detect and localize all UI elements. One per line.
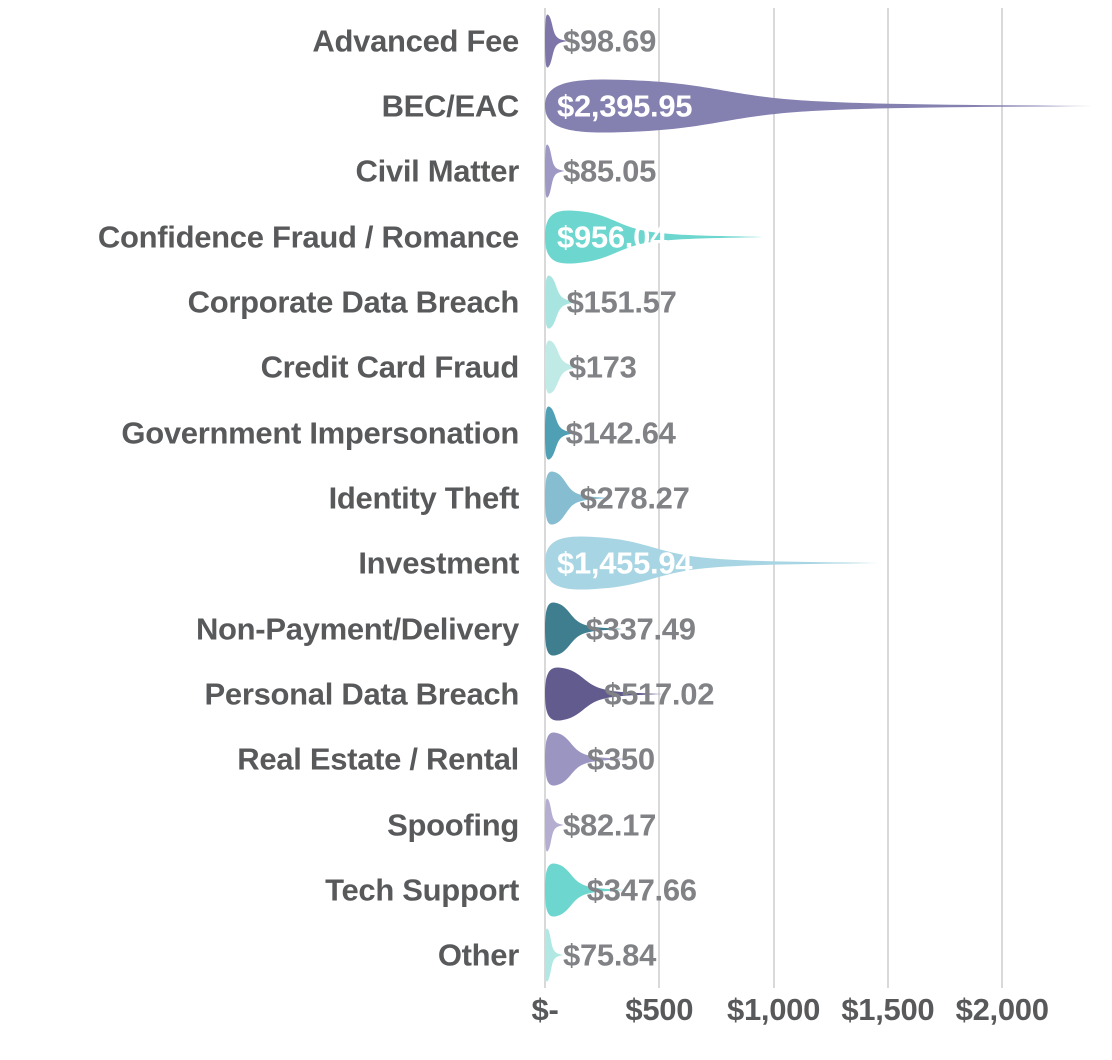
bar-lobe [545, 925, 563, 985]
x-tick-label: $500 [625, 992, 694, 1027]
chart-row [121, 400, 1105, 465]
category-label: Tech Support [325, 872, 519, 908]
chart-row [195, 596, 1105, 661]
value-label: $2,395.95 [557, 88, 693, 124]
plot-area [97, 8, 1105, 988]
chart-row [325, 857, 1105, 922]
value-label: $347.66 [586, 872, 697, 908]
chart-row [97, 204, 1105, 269]
chart-row [381, 73, 1105, 138]
category-label: Identity Theft [328, 480, 519, 516]
chart-row [358, 531, 1105, 596]
category-label: Confidence Fraud / Romance [97, 219, 519, 255]
value-label: $956.04 [557, 219, 667, 255]
value-label: $278.27 [579, 480, 690, 516]
value-label: $85.05 [563, 153, 657, 189]
value-label: $350 [587, 741, 655, 777]
x-tick-label: $1,500 [841, 992, 935, 1027]
chart-row [312, 8, 1105, 73]
x-tick-label: $1,000 [727, 992, 821, 1027]
chart-row [437, 923, 1105, 988]
bar-lobe [545, 141, 564, 201]
category-label: Credit Card Fraud [260, 349, 519, 385]
category-label: Spoofing [387, 807, 519, 843]
value-label: $142.64 [565, 415, 676, 451]
category-label: Civil Matter [355, 153, 519, 189]
category-label: Advanced Fee [312, 23, 519, 59]
category-label: BEC/EAC [381, 88, 519, 124]
chart-row [204, 661, 1105, 726]
value-label: $517.02 [604, 676, 715, 712]
category-label: Personal Data Breach [204, 676, 519, 712]
x-tick-label: $- [531, 992, 559, 1027]
value-label: $75.84 [563, 937, 657, 973]
category-label: Government Impersonation [121, 415, 519, 451]
chart-row [187, 269, 1105, 334]
chart-row [387, 792, 1105, 857]
value-label: $82.17 [563, 807, 657, 843]
x-axis [531, 992, 1105, 1052]
category-label: Corporate Data Breach [187, 284, 519, 320]
value-shape [545, 925, 563, 985]
category-label: Other [437, 937, 519, 973]
chart-row [260, 335, 1105, 400]
category-label: Real Estate / Rental [237, 741, 519, 777]
value-label: $151.57 [566, 284, 677, 320]
chart-row [237, 727, 1105, 792]
value-label: $173 [568, 349, 637, 385]
category-label: Non-Payment/Delivery [195, 611, 519, 647]
value-label: $98.69 [563, 23, 657, 59]
value-shape [545, 141, 564, 201]
value-shape [545, 795, 564, 855]
category-label: Investment [358, 545, 519, 581]
chart-row [355, 139, 1105, 204]
x-tick-label: $2,000 [955, 992, 1049, 1027]
value-label: $337.49 [585, 611, 696, 647]
value-label: $1,455.94 [557, 545, 693, 581]
bar-lobe [545, 795, 564, 855]
chart-row [328, 465, 1105, 530]
